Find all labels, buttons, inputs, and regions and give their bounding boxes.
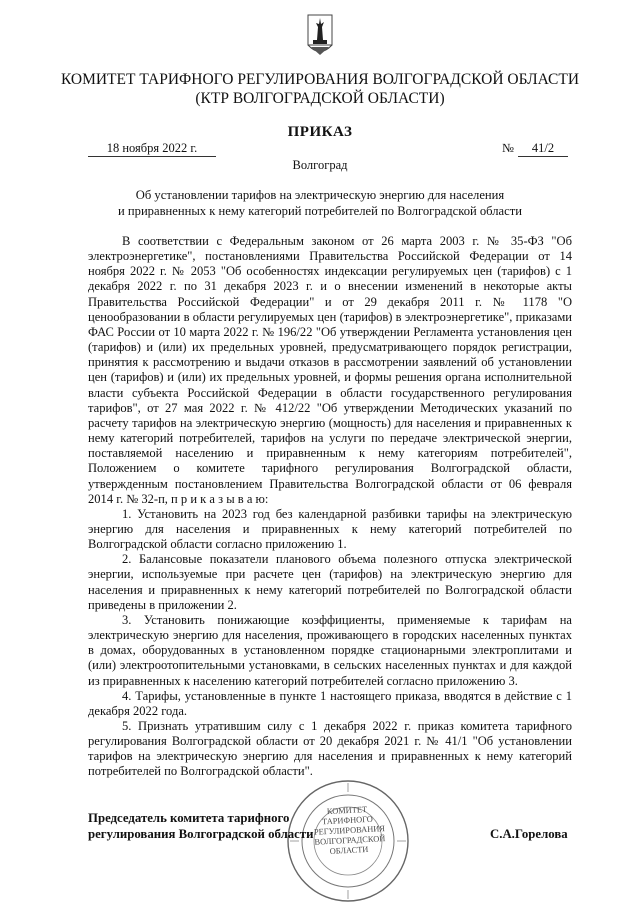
document-number-label: № (502, 141, 514, 155)
document-city: Волгоград (292, 158, 348, 172)
document-subject (100, 188, 540, 219)
seal-text-line: ТАРИФНОГО (321, 814, 374, 827)
order-item-1: 1. Установить на 2023 год без календарной разбивки тарифы на электрическую энергию для населения и приравненных к нему категорий потребителей по Волгоградской области согласно приложению 1. (88, 506, 572, 552)
document-number: 41/2 (518, 141, 568, 157)
organization-name: КОМИТЕТ ТАРИФНОГО РЕГУЛИРОВАНИЯ ВОЛГОГРАДСКОЙ ОБЛАСТИ (60, 71, 580, 88)
subject-line-1: Об установлении тарифов на электрическую энергию для населения (135, 188, 505, 202)
organization-short-name: (КТР ВОЛГОГРАДСКОЙ ОБЛАСТИ) (195, 90, 445, 107)
signatory-position (88, 810, 314, 842)
seal-text-line: РЕГУЛИРОВАНИЯ (313, 824, 386, 837)
document-date: 18 ноября 2022 г. (88, 141, 216, 157)
document-type: ПРИКАЗ (287, 124, 353, 140)
subject-line-2: и приравненных к нему категорий потребителей по Волгоградской области (118, 203, 522, 218)
order-item-2: 2. Балансовые показатели планового объема полезного отпуска электрической энергии, используемые при расчете цен (тарифов) на электрическую энергию для населения и приравненных к нему категорий потребителей по Волгоградской области приведены в приложении 2. (88, 552, 572, 612)
seal-text-line: ВОЛГОГРАДСКОЙ (314, 834, 386, 847)
preamble-paragraph: В соответствии с Федеральным законом от 26 марта 2003 г. № 35-ФЗ "Об электроэнергетике", постановлениями Правительства Российской Федерации от 14 ноября 2022 г. № 2053 "Об особенностях индексации регулируемых цен (тарифов) с 1 декабря 2022 г. по 31 декабря 2023 г. и о внесении изменений в некоторые акты Правительства Российской Федерации" и от 29 декабря 2011 г. № 1178 "О ценообразовании в области регулируемых цен (тарифов) в электроэнергетике", приказами ФАС России от 10 марта 2022 г. № 196/22 "Об утверждении Регламента установления цен (тарифов) и (или) их предельных уровней, предусматривающего порядок регистрации, принятия к рассмотрению и выдачи отказов в рассмотрении заявлений об установлении цен (тарифов) и (или) их предельных уровней, и формы решения органа исполнительной власти субъекта Российской Федерации в области государственного регулирования тарифов", от 27 мая 2022 г. № 412/22 "Об утверждении Методических указаний по расчету тарифов на электрическую энергию (мощность) для населения и приравненных к нему категорий потребителей, тарифов на услуги по передаче электрической энергии, поставляемой населению и приравненным к нему категориям потребителей", Положением о комитете тарифного регулирования Волгоградской области, утвержденным постановлением Правительства Волгоградской области от 06 февраля 2014 г. № 32-п, п р и к а з ы в а ю: (88, 234, 572, 506)
signatory-name: С.А.Горелова (490, 827, 568, 841)
volgograd-emblem-icon (307, 14, 333, 58)
seal-text-line: КОМИТЕТ (326, 804, 368, 817)
document-body (88, 234, 572, 780)
signatory-position-line-1: Председатель комитета тарифного (88, 811, 290, 825)
seal-center-text (313, 804, 384, 857)
seal-text-line: ОБЛАСТИ (329, 844, 369, 856)
order-item-5: 5. Признать утратившим силу с 1 декабря 2022 г. приказ комитета тарифного регулирования Волгоградской области от 20 декабря 2021 г. № 41/1 "Об установлении тарифов на электрическую энергию для населения и приравненных к нему категорий потребителей по Волгоградской области". (88, 719, 572, 779)
order-item-4: 4. Тарифы, установленные в пункте 1 настоящего приказа, вводятся в действие с 1 декабря 2022 года. (88, 688, 572, 718)
signatory-position-line-2: регулирования Волгоградской области (88, 827, 314, 841)
order-item-3: 3. Установить понижающие коэффициенты, применяемые к тарифам на электрическую энергию для населения, проживающего в городских населенных пунктах в домах, оборудованных в установленном порядке стационарными электроплитами и (или) электроотопительными установками, в сельских населенных пунктах и для каждой из приравненных к населению категорий потребителей согласно приложению 3. (88, 612, 572, 688)
